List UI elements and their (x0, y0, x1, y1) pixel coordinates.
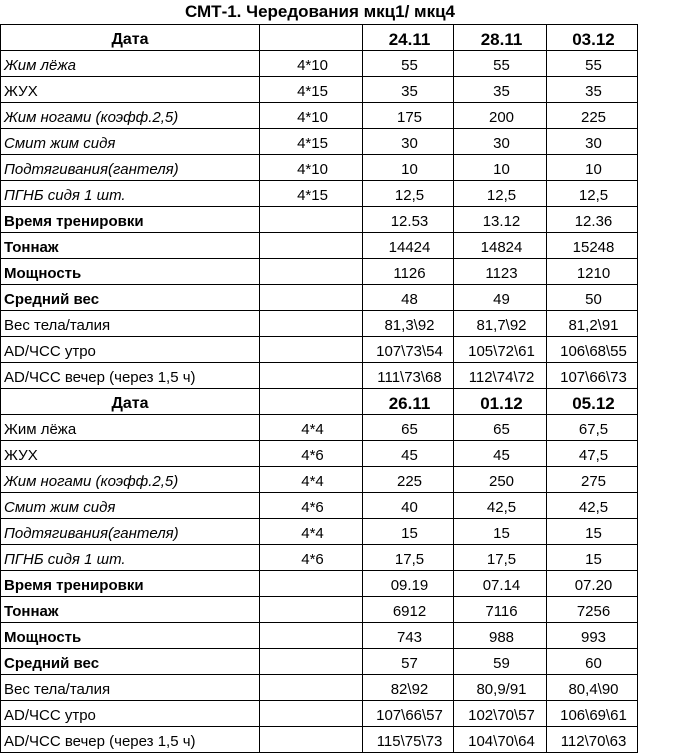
table-body (1, 25, 638, 753)
scheme-cell: 4*6 (260, 545, 363, 571)
value-cell: 48 (363, 285, 454, 311)
value-cell: 13.12 (454, 207, 547, 233)
table-row (1, 467, 638, 493)
row-label: Жим лёжа (1, 415, 260, 441)
date-header-cell: 28.11 (454, 25, 547, 51)
page-title: СМТ-1. Чередования мкц1/ мкц4 (184, 2, 456, 21)
row-label: Жим ногами (коэфф.2,5) (1, 467, 260, 493)
value-cell: 105\72\61 (454, 337, 547, 363)
table-row (1, 571, 638, 597)
scheme-cell: 4*15 (260, 77, 363, 103)
date-header-cell: 01.12 (454, 389, 547, 415)
date-header-cell: 05.12 (547, 389, 638, 415)
value-cell: 7116 (454, 597, 547, 623)
scheme-header-cell (260, 25, 363, 51)
table-row (1, 545, 638, 571)
scheme-header-cell (260, 389, 363, 415)
table-row (1, 129, 638, 155)
row-label: Средний вес (1, 285, 260, 311)
value-cell: 115\75\73 (363, 727, 454, 753)
value-cell: 7256 (547, 597, 638, 623)
value-cell: 81,3\92 (363, 311, 454, 337)
value-cell: 107\73\54 (363, 337, 454, 363)
value-cell: 275 (547, 467, 638, 493)
value-cell: 175 (363, 103, 454, 129)
row-label: АD/ЧСС вечер (через 1,5 ч) (1, 727, 260, 753)
value-cell: 42,5 (547, 493, 638, 519)
table-row (1, 415, 638, 441)
value-cell: 65 (454, 415, 547, 441)
scheme-cell: 4*15 (260, 181, 363, 207)
value-cell: 47,5 (547, 441, 638, 467)
value-cell: 50 (547, 285, 638, 311)
value-cell: 111\73\68 (363, 363, 454, 389)
date-header-cell: 26.11 (363, 389, 454, 415)
row-label: Подтягивания(гантеля) (1, 155, 260, 181)
value-cell: 993 (547, 623, 638, 649)
value-cell: 59 (454, 649, 547, 675)
value-cell: 30 (454, 129, 547, 155)
row-label: АD/ЧСС утро (1, 337, 260, 363)
value-cell: 743 (363, 623, 454, 649)
value-cell: 17,5 (363, 545, 454, 571)
value-cell: 14824 (454, 233, 547, 259)
value-cell: 12.36 (547, 207, 638, 233)
row-label: Тоннаж (1, 233, 260, 259)
scheme-cell (260, 285, 363, 311)
table-row (1, 701, 638, 727)
scheme-cell: 4*6 (260, 441, 363, 467)
value-cell: 35 (547, 77, 638, 103)
row-label: Мощность (1, 623, 260, 649)
value-cell: 12,5 (547, 181, 638, 207)
table-row (1, 727, 638, 753)
table-row (1, 207, 638, 233)
value-cell: 12.53 (363, 207, 454, 233)
table-row (1, 337, 638, 363)
table-row (1, 649, 638, 675)
value-cell: 82\92 (363, 675, 454, 701)
value-cell: 07.14 (454, 571, 547, 597)
table-row (1, 233, 638, 259)
row-label: Время тренировки (1, 571, 260, 597)
row-label: АD/ЧСС утро (1, 701, 260, 727)
scheme-cell: 4*4 (260, 415, 363, 441)
value-cell: 112\74\72 (454, 363, 547, 389)
value-cell: 81,2\91 (547, 311, 638, 337)
row-label: Средний вес (1, 649, 260, 675)
value-cell: 30 (547, 129, 638, 155)
value-cell: 10 (454, 155, 547, 181)
value-cell: 988 (454, 623, 547, 649)
value-cell: 107\66\73 (547, 363, 638, 389)
row-label: ПГНБ сидя 1 шт. (1, 545, 260, 571)
value-cell: 106\68\55 (547, 337, 638, 363)
value-cell: 55 (547, 51, 638, 77)
table-row (1, 155, 638, 181)
table-row (1, 441, 638, 467)
value-cell: 60 (547, 649, 638, 675)
scheme-cell (260, 675, 363, 701)
row-label: Вес тела/талия (1, 675, 260, 701)
row-label: Вес тела/талия (1, 311, 260, 337)
row-label: Смит жим сидя (1, 493, 260, 519)
row-label: АD/ЧСС вечер (через 1,5 ч) (1, 363, 260, 389)
value-cell: 65 (363, 415, 454, 441)
value-cell: 45 (454, 441, 547, 467)
value-cell: 15 (547, 545, 638, 571)
scheme-cell (260, 649, 363, 675)
row-label: Жим лёжа (1, 51, 260, 77)
value-cell: 10 (547, 155, 638, 181)
value-cell: 55 (363, 51, 454, 77)
value-cell: 1126 (363, 259, 454, 285)
date-header-label: Дата (1, 389, 260, 415)
scheme-cell (260, 311, 363, 337)
value-cell: 80,9/91 (454, 675, 547, 701)
table-row (1, 103, 638, 129)
value-cell: 40 (363, 493, 454, 519)
table-row (1, 675, 638, 701)
scheme-cell (260, 207, 363, 233)
date-header-cell: 24.11 (363, 25, 454, 51)
table-row (1, 623, 638, 649)
value-cell: 15248 (547, 233, 638, 259)
table-row (1, 493, 638, 519)
row-label: ЖУХ (1, 77, 260, 103)
scheme-cell: 4*6 (260, 493, 363, 519)
value-cell: 112\70\63 (547, 727, 638, 753)
row-label: Жим ногами (коэфф.2,5) (1, 103, 260, 129)
value-cell: 106\69\61 (547, 701, 638, 727)
table-row (1, 519, 638, 545)
table-row (1, 311, 638, 337)
scheme-cell: 4*4 (260, 467, 363, 493)
value-cell: 55 (454, 51, 547, 77)
scheme-cell: 4*10 (260, 51, 363, 77)
value-cell: 07.20 (547, 571, 638, 597)
value-cell: 102\70\57 (454, 701, 547, 727)
table-row (1, 181, 638, 207)
value-cell: 6912 (363, 597, 454, 623)
scheme-cell (260, 623, 363, 649)
table-row (1, 51, 638, 77)
value-cell: 14424 (363, 233, 454, 259)
row-label: Мощность (1, 259, 260, 285)
value-cell: 15 (454, 519, 547, 545)
scheme-cell (260, 571, 363, 597)
value-cell: 15 (547, 519, 638, 545)
value-cell: 30 (363, 129, 454, 155)
date-header-label: Дата (1, 25, 260, 51)
table-row (1, 363, 638, 389)
value-cell: 49 (454, 285, 547, 311)
row-label: Подтягивания(гантеля) (1, 519, 260, 545)
training-table (0, 24, 638, 753)
value-cell: 107\66\57 (363, 701, 454, 727)
scheme-cell (260, 259, 363, 285)
scheme-cell (260, 701, 363, 727)
value-cell: 12,5 (363, 181, 454, 207)
scheme-cell: 4*4 (260, 519, 363, 545)
scheme-cell (260, 337, 363, 363)
value-cell: 45 (363, 441, 454, 467)
value-cell: 225 (363, 467, 454, 493)
scheme-cell: 4*10 (260, 155, 363, 181)
date-header-row (1, 25, 638, 51)
value-cell: 15 (363, 519, 454, 545)
value-cell: 225 (547, 103, 638, 129)
value-cell: 09.19 (363, 571, 454, 597)
value-cell: 12,5 (454, 181, 547, 207)
value-cell: 1123 (454, 259, 547, 285)
value-cell: 250 (454, 467, 547, 493)
scheme-cell: 4*15 (260, 129, 363, 155)
value-cell: 1210 (547, 259, 638, 285)
row-label: Смит жим сидя (1, 129, 260, 155)
scheme-cell (260, 727, 363, 753)
row-label: ПГНБ сидя 1 шт. (1, 181, 260, 207)
value-cell: 35 (363, 77, 454, 103)
table-row (1, 285, 638, 311)
date-header-row (1, 389, 638, 415)
row-label: Время тренировки (1, 207, 260, 233)
scheme-cell (260, 233, 363, 259)
value-cell: 10 (363, 155, 454, 181)
value-cell: 200 (454, 103, 547, 129)
row-label: ЖУХ (1, 441, 260, 467)
value-cell: 81,7\92 (454, 311, 547, 337)
value-cell: 17,5 (454, 545, 547, 571)
table-row (1, 259, 638, 285)
table-row (1, 597, 638, 623)
value-cell: 67,5 (547, 415, 638, 441)
table-row (1, 77, 638, 103)
value-cell: 42,5 (454, 493, 547, 519)
date-header-cell: 03.12 (547, 25, 638, 51)
row-label: Тоннаж (1, 597, 260, 623)
value-cell: 57 (363, 649, 454, 675)
scheme-cell: 4*10 (260, 103, 363, 129)
scheme-cell (260, 597, 363, 623)
value-cell: 104\70\64 (454, 727, 547, 753)
scheme-cell (260, 363, 363, 389)
value-cell: 80,4\90 (547, 675, 638, 701)
value-cell: 35 (454, 77, 547, 103)
